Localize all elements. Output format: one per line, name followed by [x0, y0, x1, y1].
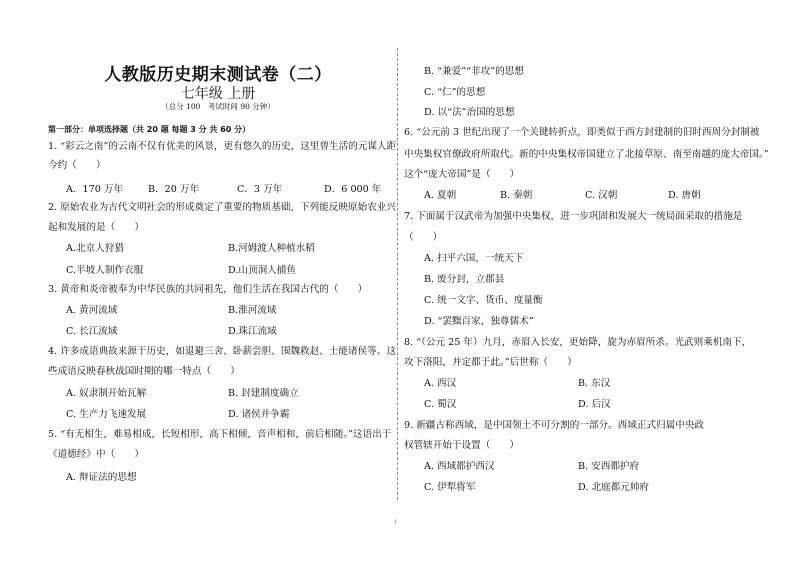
- q9-option-a: A. 西域都护西汉: [424, 461, 495, 472]
- q5-option-d: D. 以“法”治国的思想: [424, 107, 515, 118]
- q2-option-a: A.北京人狩猎: [66, 243, 124, 254]
- q4-option-c: C. 生产力飞速发展: [66, 409, 147, 420]
- question-5-line-2: 《道德经》中（ ）: [48, 449, 144, 460]
- exam-title: 人教版历史期末测试卷（二）: [104, 65, 332, 85]
- q6-option-c: C. 汉朝: [585, 190, 618, 201]
- q4-option-a: A. 奴隶制开始瓦解: [66, 388, 147, 399]
- q5-option-a: A. 辩证法的思想: [66, 472, 137, 483]
- q2-option-d: D.山顶洞人捕鱼: [228, 265, 296, 276]
- question-8-line-1: 8. “（公元 25 年）九月，赤眉入长安，更始降，旋为赤眉所杀。光武则乘机南下，: [404, 337, 752, 348]
- question-2-line-2: 起和发展的是（ ）: [48, 222, 144, 233]
- q5-option-b: B. “兼爱”“非攻”的思想: [424, 66, 524, 77]
- q3-option-c: C. 长江流域: [66, 326, 118, 337]
- q8-option-d: D. 后汉: [578, 399, 611, 410]
- q9-option-d: D. 北庭都元帅府: [578, 482, 650, 493]
- question-9-line-1: 9. 新疆古称西域，是中国领土不可分割的一部分。西域正式归属中央政: [404, 420, 705, 431]
- question-1-line-2: 今约（ ）: [48, 160, 106, 171]
- q8-option-c: C. 蜀汉: [424, 399, 457, 410]
- question-9-line-2: 权管辖开始于设置（ ）: [404, 440, 520, 451]
- question-7-line-2: （ ）: [404, 232, 443, 243]
- q9-option-b: B. 安西都护府: [578, 461, 640, 472]
- q4-option-b: B. 封建制度确立: [228, 388, 299, 399]
- question-6-line-2: 中央集权官僚政府所取代。新的中央集权帝国建立了北接草原、南至南越的庞大帝国。”: [404, 149, 769, 160]
- q7-option-a: A. 扫平六国，一统天下: [424, 253, 524, 264]
- page-number: 1: [394, 519, 398, 525]
- question-5-line-1: 5. “有无相生，难易相成，长短相形，高下相倾，音声相和，前后相随。”这语出于: [48, 429, 392, 440]
- q6-option-b: B. 秦朝: [500, 190, 533, 201]
- q3-option-a: A. 黄河流域: [66, 305, 118, 316]
- question-6-line-3: 这个“庞大帝国”是（ ）: [404, 169, 520, 180]
- q8-option-a: A. 西汉: [424, 378, 457, 389]
- q1-option-b: B．20 万年: [148, 184, 200, 195]
- q3-option-b: B.淮河流域: [228, 305, 277, 316]
- question-8-line-2: 攻下洛阳，并定都于此。”后世称（ ）: [404, 357, 577, 368]
- q4-option-d: D. 诸侯并争霸: [228, 409, 290, 420]
- question-7-line-1: 7. 下面属于汉武帝为加强中央集权，进一步巩固和发展大一统局面采取的措施是: [404, 211, 743, 222]
- question-6-line-1: 6. “公元前 3 世纪出现了一个关键转折点，即类似于西方封建制的旧时西周分封制被: [404, 127, 760, 138]
- q9-option-c: C. 伊犁将军: [424, 482, 476, 493]
- q3-option-d: D.珠江流域: [228, 326, 277, 337]
- question-4-line-1: 4. 许多成语典故来源于历史，如退避三舍、卧薪尝胆、围魏救赵、士能诸侯等。这: [48, 346, 396, 357]
- q2-option-b: B.河姆渡人种植水稻: [228, 243, 315, 254]
- question-4-line-2: 些成语反映春秋战国时期的哪一特点（ ）: [48, 366, 240, 377]
- q6-option-a: A. 夏朝: [424, 190, 457, 201]
- q7-option-d: D. “罢黜百家，独尊儒术”: [424, 316, 534, 327]
- q1-option-c: C．3 万年: [237, 184, 283, 195]
- question-1-line-1: 1. “彩云之南”的云南不仅有优美的风景，更有悠久的历史，这里曾生活的元谋人距: [48, 141, 397, 152]
- q1-option-a: A．170 万年: [66, 184, 124, 195]
- question-3-line-1: 3. 黄帝和炎帝被奉为中华民族的共同祖先，他们生活在我国古代的（ ）: [48, 284, 368, 295]
- column-divider: [397, 48, 398, 500]
- q2-option-c: C.半坡人制作衣服: [66, 265, 144, 276]
- q5-option-c: C. “仁”的思想: [424, 87, 486, 98]
- q1-option-d: D．6 000 年: [324, 184, 382, 195]
- exam-meta: （总分 100 考试时间 90 分钟）: [161, 102, 275, 111]
- q7-option-b: B. 废分封，立郡县: [424, 274, 505, 285]
- q6-option-d: D. 唐朝: [668, 190, 701, 201]
- section-heading: 第一部分：单项选择题（共 20 题 每题 3 分 共 60 分）: [48, 125, 251, 134]
- question-2-line-1: 2. 原始农业为古代文明社会的形成奠定了重要的物质基础，下列能反映原始农业兴: [48, 202, 396, 213]
- q7-option-c: C. 统一文字、货币、度量衡: [424, 295, 543, 306]
- q8-option-b: B. 东汉: [578, 378, 611, 389]
- exam-subtitle: 七年级 上册: [180, 86, 256, 102]
